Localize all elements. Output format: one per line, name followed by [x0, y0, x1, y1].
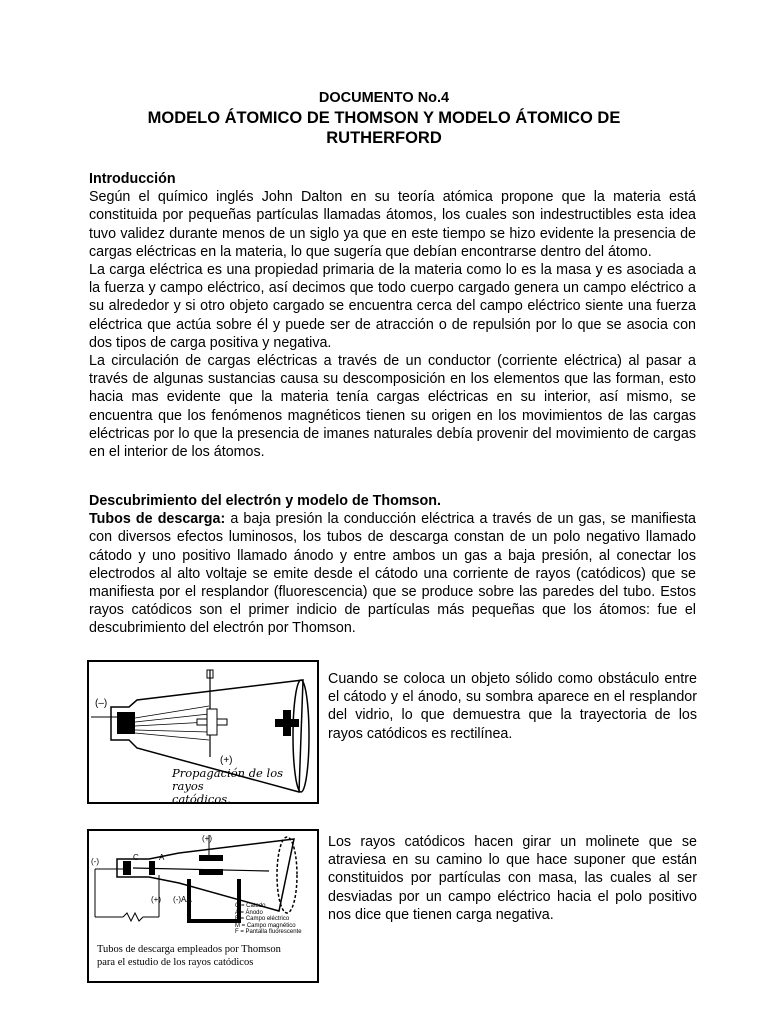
figure1-caption-line2: catódicos. [172, 792, 231, 806]
figure2-caption-line2: para el estudio de los rayos catódicos [97, 957, 254, 968]
fig2-cathode-label: C [133, 853, 139, 862]
intro-heading: Introducción [89, 171, 176, 187]
figure2-caption-line1: Tubos de descarga empleados por Thomson [97, 944, 281, 955]
figure-thomson-discharge-tube [87, 829, 319, 983]
legend-item: E = Campo eléctrico [235, 916, 290, 922]
fig2-minus-mid-label: (-) [173, 895, 181, 904]
figure-cathode-ray-propagation [87, 660, 319, 804]
document-number: DOCUMENTO No.4 [318, 90, 450, 106]
minus-label: (–) [95, 698, 108, 709]
figure2-description: Los rayos catódicos hacen girar un molinete que se atraviesa en su camino lo que hace suponer que están constituidos por partículas con masa, las cuales al ser desviadas por un campo eléctrico hacia el polo positivo nos dice que tienen carga negativa. [328, 834, 697, 923]
thomson-paragraph [89, 510, 696, 637]
fig2-plus-top-label: (+) [202, 834, 212, 843]
plus-label: (+) [220, 755, 233, 766]
legend-item: M = Campo magnético [235, 922, 296, 929]
intro-paragraph-3: La circulación de cargas eléctricas a través de un conductor (corriente eléctrica) al pasar a través de algunas sustancias causa su descomposición en los elementos que las forman, esto hacia mas evidente que la materia tenía cargas eléctricas en su interior, así mismo, se encuentra que los fenómenos magnéticos tienen su origen en los movimientos de las cargas eléctricas por lo que la presencia de imanes naturales debía provenir del movimiento de cargas en el interior de los átomos. [89, 353, 696, 461]
thomson-section [89, 492, 696, 638]
thomson-text: a baja presión la conducción eléctrica a través de un gas, se manifiesta con diversos efectos luminosos, los tubos de descarga constan de un polo negativo llamado cátodo y uno positivo llamado ánodo y entre ambos un gas a baja presión, al conectar los electrodos al alto voltaje se emite desde el cátodo una corriente de rayos (catódicos) que se manifiesta por el resplandor (fluorescencia) que se produce sobre las paredes del tubo. Estos rayos catódicos son el primer indicio de partículas más pequeñas que los átomos: fue el descubrimiento del electrón por Thomson. [89, 511, 696, 637]
fig2-minus-label: (-) [91, 857, 99, 866]
figure2-caption [97, 943, 327, 969]
figure1-caption-line1: Propagación de los rayos [172, 766, 284, 793]
fig2-anode-label: A [159, 853, 165, 862]
intro-paragraph-2: La carga eléctrica es una propiedad primaria de la materia como lo es la masa y es asociada a la fuerza y campo eléctrico, así decimos que todo cuerpo cargado genera un campo eléctrico a su alrededor y si otro objeto cargado se encuentra cerca del campo eléctrico siente una fuerza eléctrica que actúa sobre él y puede ser de atracción o de repulsión por lo que se asocia con dos tipos de carga positiva y negativa. [89, 262, 696, 351]
document-title: MODELO ÁTOMICO DE THOMSON Y MODELO ÁTOMICO DE RUTHERFORD [147, 109, 621, 147]
legend-item: F = Pantalla fluorescente [235, 929, 302, 935]
figure1-caption [172, 767, 317, 806]
legend-item: A = Ánodo [235, 909, 263, 916]
fig2-aa-label: AA [181, 895, 192, 904]
thomson-heading: Descubrimiento del electrón y modelo de Thomson. [89, 493, 441, 509]
intro-paragraph-1: Según el químico inglés John Dalton en su teoría atómica propone que la materia está constituida por pequeñas partículas llamadas átomos, los cuales son indestructibles esta idea tuvo validez durante menos de un siglo ya que en este tiempo se hizo evidente la presencia de cargas eléctricas en la materia, lo que sugería que debían encontrarse dentro del átomo. [89, 189, 696, 260]
fig2-legend [235, 903, 302, 936]
figure1-description: Cuando se coloca un objeto sólido como obstáculo entre el cátodo y el ánodo, su sombra aparece en el resplandor del vidrio, lo que demuestra que la trayectoria de los rayos catódicos es rectilínea. [328, 671, 697, 742]
thomson-lead: Tubos de descarga: [89, 511, 226, 528]
fig2-plus-mid-label: (+) [151, 895, 161, 904]
legend-item: C = Cátodo [235, 903, 266, 909]
intro-section [89, 170, 696, 461]
